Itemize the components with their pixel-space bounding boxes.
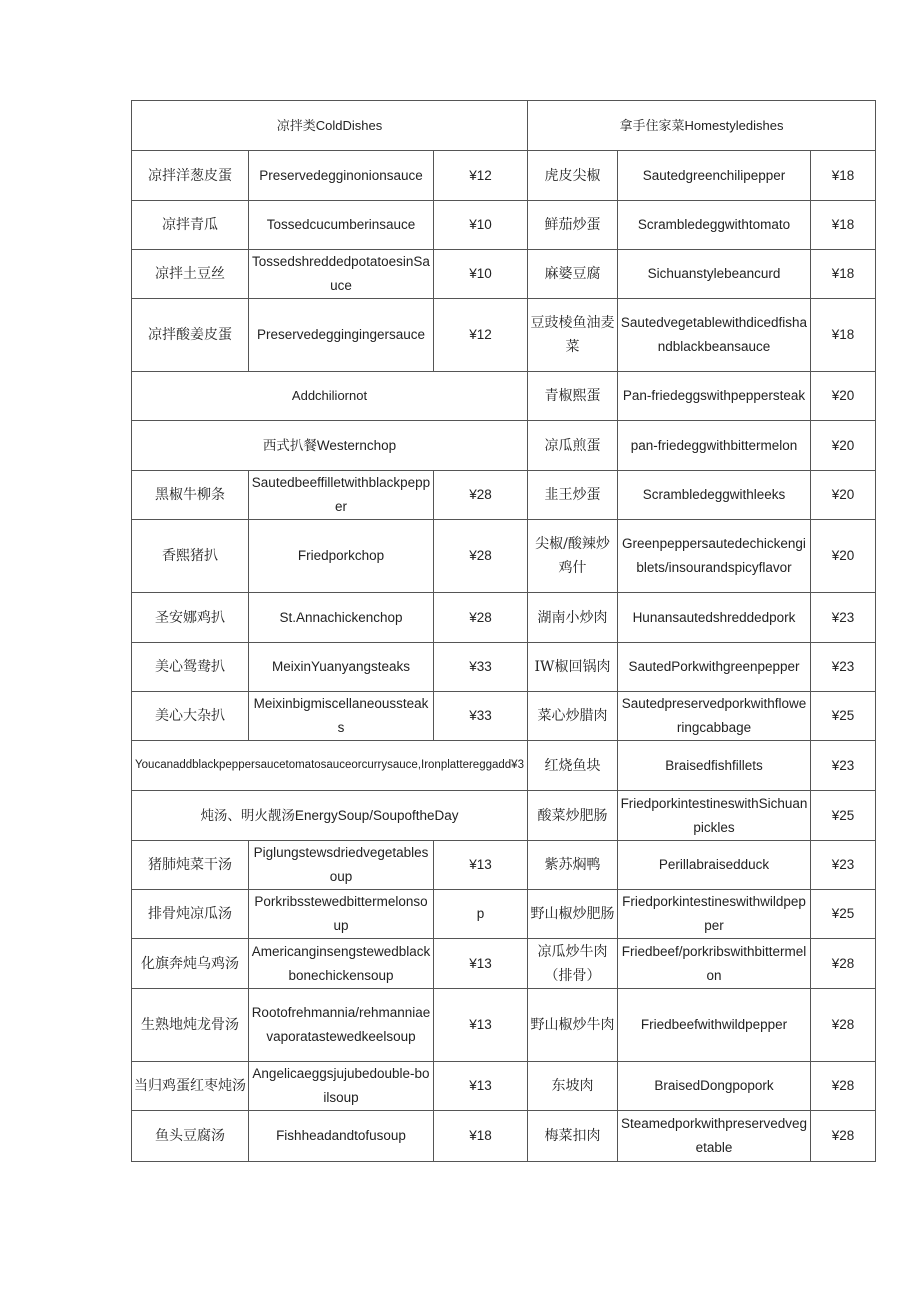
cold-item-price: ¥10 — [434, 250, 528, 299]
soup-item-en: Fishheadandtofusoup — [249, 1111, 434, 1162]
western-item-en: Meixinbigmiscellaneoussteaks — [249, 692, 434, 741]
soup-item-price: ¥13 — [434, 989, 528, 1062]
soup-item-cn: 排骨炖凉瓜汤 — [132, 890, 249, 939]
cold-item-en: Preservedeggingingersauce — [249, 299, 434, 372]
homestyle-item-price: ¥20 — [811, 471, 876, 520]
homestyle-item-en: Friedbeef/porkribswithbittermelon — [618, 939, 811, 989]
homestyle-item-price: ¥18 — [811, 201, 876, 250]
homestyle-item-en: Friedbeefwithwildpepper — [618, 989, 811, 1062]
homestyle-item-en: Sautedvegetablewithdicedfishandblackbeansauce — [618, 299, 811, 372]
western-item-en: MeixinYuanyangsteaks — [249, 643, 434, 692]
homestyle-item-cn: 韭王炒蛋 — [528, 471, 618, 520]
soup-item-en: Piglungstewsdriedvegetablesoup — [249, 841, 434, 890]
homestyle-item-price: ¥20 — [811, 520, 876, 593]
western-item-cn: 香熙猪扒 — [132, 520, 249, 593]
homestyle-item-price: ¥20 — [811, 372, 876, 421]
soup-item-en: Americanginsengstewedblackbonechickensoup — [249, 939, 434, 989]
cold-item-price: ¥12 — [434, 151, 528, 201]
soup-item-price: p — [434, 890, 528, 939]
homestyle-dishes-header: 拿手住家菜Homestyledishes — [528, 101, 876, 151]
western-item-cn: 黑椒牛柳条 — [132, 471, 249, 520]
soup-item-en: Angelicaeggsjujubedouble-boilsoup — [249, 1062, 434, 1111]
homestyle-item-en: Greenpeppersautedechickengiblets/insourandspicyflavor — [618, 520, 811, 593]
homestyle-item-cn: 尖椒/酸辣炒鸡什 — [528, 520, 618, 593]
homestyle-item-price: ¥23 — [811, 593, 876, 643]
homestyle-item-price: ¥20 — [811, 421, 876, 471]
homestyle-item-en: Scrambledeggwithleeks — [618, 471, 811, 520]
cold-item-price: ¥10 — [434, 201, 528, 250]
cold-item-cn: 凉拌青瓜 — [132, 201, 249, 250]
homestyle-item-en: Perillabraisedduck — [618, 841, 811, 890]
soup-item-cn: 生熟地炖龙骨汤 — [132, 989, 249, 1062]
cold-item-cn: 凉拌洋葱皮蛋 — [132, 151, 249, 201]
homestyle-item-en: Sautedpreservedporkwithfloweringcabbage — [618, 692, 811, 741]
cold-item-cn: 凉拌酸姜皮蛋 — [132, 299, 249, 372]
western-item-cn: 美心大杂扒 — [132, 692, 249, 741]
western-item-price: ¥33 — [434, 692, 528, 741]
soup-item-price: ¥13 — [434, 1062, 528, 1111]
homestyle-item-price: ¥18 — [811, 151, 876, 201]
homestyle-item-cn: 紫苏焖鸭 — [528, 841, 618, 890]
homestyle-item-cn: 凉瓜炒牛肉（排骨） — [528, 939, 618, 989]
soup-item-cn: 鱼头豆腐汤 — [132, 1111, 249, 1162]
soup-item-price: ¥13 — [434, 841, 528, 890]
homestyle-item-en: Friedporkintestineswithwildpepper — [618, 890, 811, 939]
homestyle-item-cn: 虎皮尖椒 — [528, 151, 618, 201]
cold-item-en: TossedshreddedpotatoesinSauce — [249, 250, 434, 299]
cold-item-en: Preservedegginonionsauce — [249, 151, 434, 201]
soup-item-cn: 化旗奔炖乌鸡汤 — [132, 939, 249, 989]
homestyle-item-price: ¥28 — [811, 1062, 876, 1111]
homestyle-item-price: ¥28 — [811, 1111, 876, 1162]
homestyle-item-cn: 野山椒炒牛肉 — [528, 989, 618, 1062]
homestyle-item-price: ¥18 — [811, 250, 876, 299]
homestyle-item-en: Pan-friedeggswithpeppersteak — [618, 372, 811, 421]
western-item-cn: 圣安娜鸡扒 — [132, 593, 249, 643]
homestyle-item-cn: 酸菜炒肥肠 — [528, 791, 618, 841]
homestyle-item-price: ¥23 — [811, 841, 876, 890]
homestyle-item-cn: IW椒回锅肉 — [528, 643, 618, 692]
soup-item-price: ¥18 — [434, 1111, 528, 1162]
western-item-cn: 美心鸳鸯扒 — [132, 643, 249, 692]
homestyle-item-cn: 野山椒炒肥肠 — [528, 890, 618, 939]
homestyle-item-cn: 青椒熙蛋 — [528, 372, 618, 421]
energy-soup-header: 炖汤、明火靓汤EnergySoup/SoupoftheDay — [132, 791, 528, 841]
homestyle-item-en: Sautedgreenchilipepper — [618, 151, 811, 201]
homestyle-item-price: ¥28 — [811, 939, 876, 989]
western-chop-note: Youcanaddblackpeppersaucetomatosauceorcurrysauce,Ironplattereggadd¥3 — [132, 741, 528, 791]
soup-item-en: Porkribsstewedbittermelonsoup — [249, 890, 434, 939]
homestyle-item-en: Braisedfishfillets — [618, 741, 811, 791]
homestyle-item-en: BraisedDongpopork — [618, 1062, 811, 1111]
homestyle-item-en: Hunansautedshreddedpork — [618, 593, 811, 643]
homestyle-item-price: ¥23 — [811, 643, 876, 692]
homestyle-item-cn: 东坡肉 — [528, 1062, 618, 1111]
western-item-price: ¥33 — [434, 643, 528, 692]
soup-item-price: ¥13 — [434, 939, 528, 989]
homestyle-item-en: Scrambledeggwithtomato — [618, 201, 811, 250]
homestyle-item-cn: 豆豉棱鱼油麦菜 — [528, 299, 618, 372]
homestyle-item-cn: 凉瓜煎蛋 — [528, 421, 618, 471]
homestyle-item-en: Sichuanstylebeancurd — [618, 250, 811, 299]
homestyle-item-cn: 鲜茄炒蛋 — [528, 201, 618, 250]
cold-item-cn: 凉拌土豆丝 — [132, 250, 249, 299]
soup-item-en: Rootofrehmannia/rehmanniaevaporatastewedkeelsoup — [249, 989, 434, 1062]
homestyle-item-price: ¥23 — [811, 741, 876, 791]
soup-item-cn: 当归鸡蛋红枣炖汤 — [132, 1062, 249, 1111]
cold-dishes-header: 凉拌类ColdDishes — [132, 101, 528, 151]
western-item-price: ¥28 — [434, 593, 528, 643]
homestyle-item-cn: 梅菜扣肉 — [528, 1111, 618, 1162]
western-item-price: ¥28 — [434, 471, 528, 520]
homestyle-item-price: ¥18 — [811, 299, 876, 372]
homestyle-item-cn: 湖南小炒肉 — [528, 593, 618, 643]
homestyle-item-price: ¥25 — [811, 890, 876, 939]
homestyle-item-cn: 菜心炒腊肉 — [528, 692, 618, 741]
homestyle-item-en: Steamedporkwithpreservedvegetable — [618, 1111, 811, 1162]
homestyle-item-en: SautedPorkwithgreenpepper — [618, 643, 811, 692]
homestyle-item-price: ¥25 — [811, 791, 876, 841]
western-item-price: ¥28 — [434, 520, 528, 593]
western-item-en: St.Annachickenchop — [249, 593, 434, 643]
soup-item-cn: 猪肺炖菜干汤 — [132, 841, 249, 890]
western-item-en: Sautedbeeffilletwithblackpepper — [249, 471, 434, 520]
homestyle-item-price: ¥25 — [811, 692, 876, 741]
homestyle-item-cn: 麻婆豆腐 — [528, 250, 618, 299]
cold-item-en: Tossedcucumberinsauce — [249, 201, 434, 250]
homestyle-item-en: pan-friedeggwithbittermelon — [618, 421, 811, 471]
homestyle-item-price: ¥28 — [811, 989, 876, 1062]
cold-dishes-note: Addchiliornot — [132, 372, 528, 421]
homestyle-item-cn: 红烧鱼块 — [528, 741, 618, 791]
menu-table — [131, 100, 876, 1162]
cold-item-price: ¥12 — [434, 299, 528, 372]
western-chop-header: 西式扒餐Westernchop — [132, 421, 528, 471]
homestyle-item-en: FriedporkintestineswithSichuanpickles — [618, 791, 811, 841]
western-item-en: Friedporkchop — [249, 520, 434, 593]
